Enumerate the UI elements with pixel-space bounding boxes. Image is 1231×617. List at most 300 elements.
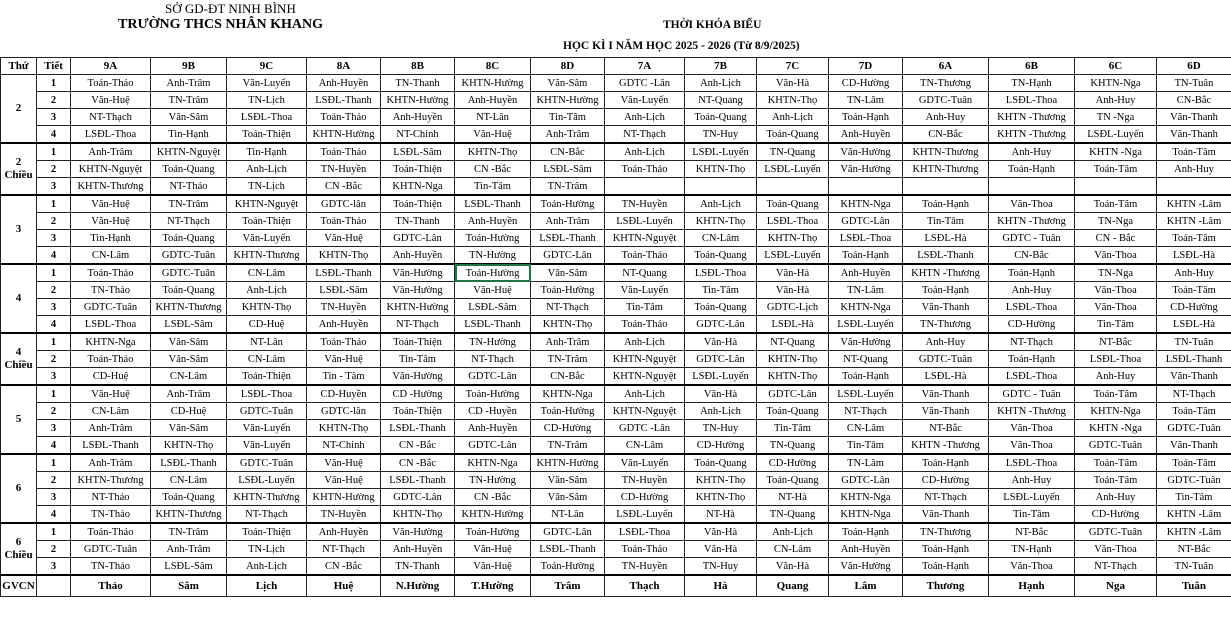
lesson-cell[interactable]: Anh-Trâm xyxy=(531,213,605,230)
lesson-cell[interactable]: KHTN-Hường xyxy=(381,92,455,109)
lesson-cell[interactable]: KHTN-Nga xyxy=(829,299,903,316)
lesson-cell[interactable]: Văn-Hường xyxy=(829,161,903,178)
lesson-cell[interactable]: Anh-Trâm xyxy=(71,420,151,437)
lesson-cell[interactable]: CD-Hường xyxy=(903,472,989,489)
lesson-cell[interactable]: Toán-Thảo xyxy=(605,161,685,178)
lesson-cell[interactable]: Toán-Hường xyxy=(455,385,531,403)
homeroom-teacher[interactable]: Nga xyxy=(1075,575,1157,597)
lesson-cell[interactable]: LSĐL-Luyến xyxy=(757,247,829,265)
lesson-cell[interactable]: KHTN-Thọ xyxy=(455,143,531,161)
lesson-cell[interactable]: Văn-Sâm xyxy=(151,333,227,351)
lesson-cell[interactable]: Tin-Tâm xyxy=(381,351,455,368)
lesson-cell[interactable]: Văn-Hà xyxy=(757,282,829,299)
lesson-cell[interactable]: TN-Trâm xyxy=(531,437,605,455)
class-column-header[interactable]: 6A xyxy=(903,58,989,75)
lesson-cell[interactable]: TN-Lâm xyxy=(829,282,903,299)
lesson-cell[interactable]: TN-Lâm xyxy=(829,454,903,472)
lesson-cell[interactable] xyxy=(685,178,757,196)
lesson-cell[interactable]: Văn-Hà xyxy=(757,264,829,282)
lesson-cell[interactable]: Anh-Trâm xyxy=(151,541,227,558)
lesson-cell[interactable]: NT-Bắc xyxy=(989,523,1075,541)
lesson-cell[interactable]: Toán-Thảo xyxy=(307,143,381,161)
lesson-cell[interactable]: Văn-Hường xyxy=(381,264,455,282)
lesson-cell[interactable]: Toán-Hạnh xyxy=(829,523,903,541)
lesson-cell[interactable]: Văn-Huệ xyxy=(455,282,531,299)
lesson-cell[interactable]: Toán-Thiện xyxy=(381,403,455,420)
homeroom-label[interactable]: GVCN xyxy=(1,575,37,597)
lesson-cell[interactable]: NT-Bắc xyxy=(903,420,989,437)
lesson-cell[interactable]: Tin-Tâm xyxy=(685,282,757,299)
lesson-cell[interactable]: Văn-Luyến xyxy=(227,230,307,247)
lesson-cell[interactable]: Toán-Hạnh xyxy=(829,368,903,386)
lesson-cell[interactable]: GDTC - Tuân xyxy=(989,385,1075,403)
lesson-cell[interactable]: KHTN-Nga xyxy=(1075,75,1157,92)
lesson-cell[interactable]: GDTC-Tuân xyxy=(227,403,307,420)
lesson-cell[interactable]: Anh-Huyền xyxy=(307,523,381,541)
lesson-cell[interactable]: Văn-Hường xyxy=(381,523,455,541)
lesson-cell[interactable]: KHTN-Nga xyxy=(531,385,605,403)
lesson-cell[interactable]: Anh-Lịch xyxy=(227,161,307,178)
lesson-cell[interactable]: KHTN -Lâm xyxy=(1157,506,1231,524)
lesson-cell[interactable]: TN-Trâm xyxy=(151,523,227,541)
lesson-cell[interactable]: Văn-Luyến xyxy=(605,282,685,299)
lesson-cell[interactable]: Toán-Hường xyxy=(531,558,605,576)
lesson-cell[interactable]: LSĐL-Thanh xyxy=(455,195,531,213)
lesson-cell[interactable]: KHTN -Thương xyxy=(903,437,989,455)
homeroom-teacher[interactable]: Hạnh xyxy=(989,575,1075,597)
lesson-cell[interactable]: Văn-Thoa xyxy=(1075,541,1157,558)
lesson-cell[interactable]: Anh-Lịch xyxy=(605,385,685,403)
lesson-cell[interactable] xyxy=(605,178,685,196)
lesson-cell[interactable]: Anh-Huy xyxy=(1075,368,1157,386)
lesson-cell[interactable]: LSĐL-Luyến xyxy=(227,472,307,489)
lesson-cell[interactable]: KHTN -Lâm xyxy=(1157,523,1231,541)
lesson-cell[interactable]: Toán-Hường xyxy=(531,282,605,299)
lesson-cell[interactable]: NT-Thạch xyxy=(989,333,1075,351)
day-label[interactable]: 6 Chiều xyxy=(1,523,37,575)
lesson-cell[interactable]: Văn-Thoa xyxy=(1075,247,1157,265)
lesson-cell[interactable]: LSĐL-Hà xyxy=(757,316,829,334)
lesson-cell[interactable]: Văn-Sâm xyxy=(151,109,227,126)
lesson-cell[interactable]: LSĐL-Luyến xyxy=(989,489,1075,506)
lesson-cell[interactable]: Văn-Sâm xyxy=(531,264,605,282)
lesson-cell[interactable]: Văn-Thanh xyxy=(1157,368,1231,386)
lesson-cell[interactable]: GDTC-lân xyxy=(307,403,381,420)
lesson-cell[interactable]: GDTC-Tuân xyxy=(1157,420,1231,437)
lesson-cell[interactable]: LSĐL-Thanh xyxy=(381,472,455,489)
lesson-cell[interactable]: Tin-Tâm xyxy=(1075,316,1157,334)
lesson-cell[interactable]: Toán-Hường xyxy=(531,403,605,420)
lesson-cell[interactable]: KHTN-Hường xyxy=(307,489,381,506)
lesson-cell[interactable]: NT-Lân xyxy=(227,333,307,351)
lesson-cell[interactable]: TN-Quang xyxy=(757,506,829,524)
period-number[interactable]: 1 xyxy=(37,333,71,351)
lesson-cell[interactable]: TN-Huyền xyxy=(307,506,381,524)
lesson-cell[interactable]: KHTN-Thọ xyxy=(685,472,757,489)
lesson-cell[interactable]: Tin-Tâm xyxy=(605,299,685,316)
lesson-cell[interactable]: TN-Thanh xyxy=(381,558,455,576)
period-number[interactable]: 1 xyxy=(37,264,71,282)
lesson-cell[interactable]: KHTN -Lâm xyxy=(1157,213,1231,230)
lesson-cell[interactable]: KHTN-Nguyệt xyxy=(605,368,685,386)
lesson-cell[interactable]: KHTN-Thọ xyxy=(307,420,381,437)
lesson-cell[interactable]: Văn-Thanh xyxy=(903,506,989,524)
lesson-cell[interactable]: CN -Bắc xyxy=(307,178,381,196)
lesson-cell[interactable]: Toán-Hạnh xyxy=(903,541,989,558)
lesson-cell[interactable]: Toán-Hạnh xyxy=(903,282,989,299)
lesson-cell[interactable]: NT-Quang xyxy=(757,333,829,351)
lesson-cell[interactable]: LSĐL-Thoa xyxy=(989,299,1075,316)
lesson-cell[interactable]: KHTN-Thương xyxy=(903,143,989,161)
lesson-cell[interactable]: Văn-Huệ xyxy=(71,195,151,213)
lesson-cell[interactable]: Toán-Tâm xyxy=(1157,454,1231,472)
lesson-cell[interactable]: CD-Huệ xyxy=(227,316,307,334)
period-number[interactable]: 4 xyxy=(37,437,71,455)
period-number[interactable]: 2 xyxy=(37,282,71,299)
lesson-cell[interactable]: Anh-Huy xyxy=(989,143,1075,161)
lesson-cell[interactable]: NT-Hà xyxy=(757,489,829,506)
lesson-cell[interactable]: CN -Bắc xyxy=(381,454,455,472)
lesson-cell[interactable]: KHTN -Lâm xyxy=(1157,195,1231,213)
class-column-header[interactable]: 7C xyxy=(757,58,829,75)
lesson-cell[interactable]: Anh-Huy xyxy=(1075,92,1157,109)
lesson-cell[interactable]: Toán-Hạnh xyxy=(989,351,1075,368)
period-number[interactable]: 1 xyxy=(37,143,71,161)
lesson-cell[interactable]: LSĐL-Hà xyxy=(903,230,989,247)
lesson-cell[interactable]: KHTN-Thương xyxy=(71,178,151,196)
lesson-cell[interactable]: KHTN-Nguyệt xyxy=(605,403,685,420)
lesson-cell[interactable]: Anh-Lịch xyxy=(685,75,757,92)
period-number[interactable]: 2 xyxy=(37,161,71,178)
period-number[interactable]: 3 xyxy=(37,368,71,386)
lesson-cell[interactable]: GDTC-Tuân xyxy=(71,541,151,558)
lesson-cell[interactable]: CD-Huệ xyxy=(71,368,151,386)
class-column-header[interactable]: 9A xyxy=(71,58,151,75)
lesson-cell[interactable]: Toán-Thiện xyxy=(381,161,455,178)
class-column-header[interactable]: 6C xyxy=(1075,58,1157,75)
lesson-cell[interactable]: TN-Thanh xyxy=(381,213,455,230)
lesson-cell[interactable]: GDTC-Tuân xyxy=(1075,437,1157,455)
lesson-cell[interactable]: Văn-Hà xyxy=(757,558,829,576)
lesson-cell[interactable]: LSĐL-Thoa xyxy=(1075,351,1157,368)
lesson-cell[interactable]: Toán-Thảo xyxy=(71,351,151,368)
lesson-cell[interactable]: Toán-Tâm xyxy=(1075,454,1157,472)
lesson-cell[interactable]: Toán-Quang xyxy=(757,126,829,144)
lesson-cell[interactable]: Văn-Thanh xyxy=(903,299,989,316)
lesson-cell[interactable]: LSĐL-Thanh xyxy=(151,454,227,472)
lesson-cell[interactable]: NT-Thạch xyxy=(903,489,989,506)
lesson-cell[interactable]: KHTN-Nga xyxy=(829,489,903,506)
period-number[interactable]: 3 xyxy=(37,489,71,506)
lesson-cell[interactable]: GDTC-Tuân xyxy=(151,264,227,282)
lesson-cell[interactable]: TN-Thảo xyxy=(71,558,151,576)
lesson-cell[interactable]: Văn-Sâm xyxy=(151,351,227,368)
lesson-cell[interactable]: LSĐL-Luyến xyxy=(829,316,903,334)
lesson-cell[interactable]: KHTN-Nguyệt xyxy=(605,230,685,247)
lesson-cell[interactable]: Văn-Thoa xyxy=(989,437,1075,455)
lesson-cell[interactable]: KHTN-Thương xyxy=(227,489,307,506)
homeroom-teacher[interactable]: Tuân xyxy=(1157,575,1231,597)
day-label[interactable]: 6 xyxy=(1,454,37,523)
lesson-cell[interactable]: Anh-Huy xyxy=(989,282,1075,299)
lesson-cell[interactable]: Toán-Thảo xyxy=(71,75,151,92)
lesson-cell[interactable]: LSĐL-Luyến xyxy=(757,161,829,178)
day-label[interactable]: 2 Chiều xyxy=(1,143,37,195)
lesson-cell[interactable]: Văn-Thanh xyxy=(1157,126,1231,144)
lesson-cell[interactable]: GDTC-Lân xyxy=(685,316,757,334)
lesson-cell[interactable]: Văn-Hà xyxy=(685,541,757,558)
lesson-cell[interactable]: LSĐL-Luyến xyxy=(605,506,685,524)
lesson-cell[interactable]: GDTC-Lân xyxy=(455,368,531,386)
lesson-cell[interactable]: Văn-Huệ xyxy=(307,472,381,489)
lesson-cell[interactable]: KHTN-Nga xyxy=(1075,403,1157,420)
lesson-cell[interactable]: Văn-Huệ xyxy=(307,351,381,368)
lesson-cell[interactable]: KHTN-Thọ xyxy=(381,506,455,524)
period-number[interactable]: 2 xyxy=(37,541,71,558)
lesson-cell[interactable]: NT-Thạch xyxy=(605,126,685,144)
lesson-cell[interactable]: LSĐL-Thoa xyxy=(829,230,903,247)
lesson-cell[interactable]: LSĐL-Luyến xyxy=(1075,126,1157,144)
lesson-cell[interactable]: KHTN-Thọ xyxy=(685,161,757,178)
lesson-cell[interactable]: TN-Trâm xyxy=(531,178,605,196)
lesson-cell[interactable]: Văn-Huệ xyxy=(71,213,151,230)
lesson-cell[interactable]: Tin-Tâm xyxy=(757,420,829,437)
lesson-cell[interactable]: TN-Trâm xyxy=(531,351,605,368)
homeroom-teacher[interactable]: Sâm xyxy=(151,575,227,597)
lesson-cell[interactable]: KHTN-Thương xyxy=(151,299,227,316)
lesson-cell[interactable]: TN-Hạnh xyxy=(989,541,1075,558)
lesson-cell[interactable]: Toán-Hạnh xyxy=(989,161,1075,178)
lesson-cell[interactable]: LSĐL-Thoa xyxy=(685,264,757,282)
lesson-cell[interactable]: Văn-Thanh xyxy=(903,385,989,403)
class-column-header[interactable]: 8B xyxy=(381,58,455,75)
lesson-cell[interactable]: KHTN -Nga xyxy=(1075,420,1157,437)
lesson-cell[interactable]: Anh-Huy xyxy=(1157,264,1231,282)
lesson-cell[interactable]: Anh-Huyền xyxy=(307,75,381,92)
lesson-cell[interactable]: Văn-Thanh xyxy=(903,403,989,420)
lesson-cell[interactable]: Toán-Thiện xyxy=(381,195,455,213)
lesson-cell[interactable]: TN-Hạnh xyxy=(989,75,1075,92)
lesson-cell[interactable]: KHTN-Thọ xyxy=(531,316,605,334)
lesson-cell[interactable]: KHTN-Nguyệt xyxy=(227,195,307,213)
lesson-cell[interactable]: GDTC-Lân xyxy=(381,230,455,247)
day-label[interactable]: 4 Chiều xyxy=(1,333,37,385)
lesson-cell[interactable]: Toán-Thiện xyxy=(381,333,455,351)
lesson-cell[interactable]: Văn-Luyến xyxy=(227,75,307,92)
lesson-cell[interactable]: CN -Bắc xyxy=(455,161,531,178)
homeroom-teacher[interactable]: N.Hường xyxy=(381,575,455,597)
class-column-header[interactable]: 6D xyxy=(1157,58,1231,75)
lesson-cell[interactable]: KHTN -Nga xyxy=(1075,143,1157,161)
class-column-header[interactable]: 6B xyxy=(989,58,1075,75)
class-column-header[interactable]: 8C xyxy=(455,58,531,75)
homeroom-teacher[interactable]: Quang xyxy=(757,575,829,597)
lesson-cell[interactable]: TN-Huyền xyxy=(605,195,685,213)
lesson-cell[interactable]: CN-Lâm xyxy=(605,437,685,455)
lesson-cell[interactable]: Anh-Trâm xyxy=(531,126,605,144)
class-column-header[interactable]: 9C xyxy=(227,58,307,75)
lesson-cell[interactable]: TN-Huyền xyxy=(307,161,381,178)
lesson-cell[interactable]: Văn-Hường xyxy=(829,333,903,351)
lesson-cell[interactable]: GDTC-Tuân xyxy=(151,247,227,265)
lesson-cell[interactable]: Văn-Thanh xyxy=(1157,109,1231,126)
lesson-cell[interactable]: NT-Thảo xyxy=(71,489,151,506)
lesson-cell[interactable]: NT-Thạch xyxy=(829,403,903,420)
lesson-cell[interactable]: LSĐL-Thanh xyxy=(903,247,989,265)
lesson-cell[interactable]: Anh-Lịch xyxy=(757,523,829,541)
lesson-cell[interactable]: Toán-Thảo xyxy=(307,213,381,230)
lesson-cell[interactable]: Anh-Huyền xyxy=(455,213,531,230)
lesson-cell[interactable]: TN-Huyền xyxy=(307,299,381,316)
lesson-cell[interactable]: NT-Quang xyxy=(605,264,685,282)
lesson-cell[interactable]: GDTC-Lân xyxy=(829,213,903,230)
lesson-cell[interactable]: LSĐL-Hà xyxy=(1157,247,1231,265)
lesson-cell[interactable]: KHTN-Thọ xyxy=(151,437,227,455)
day-column-header[interactable]: Thứ xyxy=(1,58,37,75)
lesson-cell[interactable]: CN-Bắc xyxy=(531,143,605,161)
day-label[interactable]: 5 xyxy=(1,385,37,454)
lesson-cell[interactable]: LSĐL-Thanh xyxy=(381,420,455,437)
lesson-cell[interactable]: GDTC-Tuân xyxy=(1075,523,1157,541)
lesson-cell[interactable]: Anh-Huyền xyxy=(381,247,455,265)
lesson-cell[interactable]: CN-Lâm xyxy=(71,403,151,420)
lesson-cell[interactable]: Văn-Hường xyxy=(381,282,455,299)
period-number[interactable]: 3 xyxy=(37,558,71,576)
lesson-cell[interactable]: Toán-Quang xyxy=(757,403,829,420)
lesson-cell[interactable]: Tin-Tâm xyxy=(903,213,989,230)
lesson-cell[interactable] xyxy=(989,178,1075,196)
period-number[interactable]: 4 xyxy=(37,506,71,524)
lesson-cell[interactable]: LSĐL-Thanh xyxy=(455,316,531,334)
lesson-cell[interactable]: Tin-Hạnh xyxy=(227,143,307,161)
lesson-cell[interactable]: KHTN-Thọ xyxy=(227,299,307,316)
class-column-header[interactable]: 8A xyxy=(307,58,381,75)
lesson-cell[interactable]: KHTN-Thọ xyxy=(757,230,829,247)
period-number[interactable]: 2 xyxy=(37,351,71,368)
period-number[interactable]: 1 xyxy=(37,195,71,213)
lesson-cell[interactable]: Toán-Thảo xyxy=(605,316,685,334)
lesson-cell[interactable]: CN-Lâm xyxy=(757,541,829,558)
lesson-cell[interactable]: CD-Hường xyxy=(531,420,605,437)
lesson-cell[interactable]: Văn-Thanh xyxy=(1157,437,1231,455)
lesson-cell[interactable]: Anh-Lịch xyxy=(605,143,685,161)
lesson-cell[interactable]: GDTC - Tuân xyxy=(989,230,1075,247)
lesson-cell[interactable]: Toán-Tâm xyxy=(1157,403,1231,420)
lesson-cell[interactable]: NT-Thạch xyxy=(151,213,227,230)
lesson-cell[interactable]: NT-Quang xyxy=(685,92,757,109)
lesson-cell[interactable]: CD -Hường xyxy=(381,385,455,403)
lesson-cell[interactable]: KHTN-Thọ xyxy=(757,92,829,109)
lesson-cell[interactable]: CN -Bắc xyxy=(307,558,381,576)
lesson-cell[interactable]: Văn-Luyến xyxy=(227,420,307,437)
lesson-cell[interactable]: LSĐL-Thoa xyxy=(989,368,1075,386)
class-column-header[interactable]: 7B xyxy=(685,58,757,75)
lesson-cell[interactable]: Văn-Luyến xyxy=(605,92,685,109)
lesson-cell[interactable]: CD-Hường xyxy=(829,75,903,92)
lesson-cell[interactable]: LSĐL-Thanh xyxy=(307,92,381,109)
lesson-cell[interactable]: Toán-Quang xyxy=(685,247,757,265)
day-label[interactable]: 3 xyxy=(1,195,37,264)
lesson-cell[interactable]: Toán-Hường xyxy=(455,264,531,282)
lesson-cell[interactable]: KHTN-Hường xyxy=(531,454,605,472)
lesson-cell[interactable]: Anh-Huy xyxy=(903,333,989,351)
lesson-cell[interactable]: Toán-Quang xyxy=(151,489,227,506)
lesson-cell[interactable]: LSĐL-Thanh xyxy=(531,230,605,247)
day-label[interactable]: 4 xyxy=(1,264,37,333)
lesson-cell[interactable]: TN-Hường xyxy=(455,247,531,265)
lesson-cell[interactable]: Anh-Lịch xyxy=(227,558,307,576)
lesson-cell[interactable]: Văn-Thoa xyxy=(1075,282,1157,299)
lesson-cell[interactable]: GDTC-Lân xyxy=(531,523,605,541)
lesson-cell[interactable]: NT-Lân xyxy=(531,506,605,524)
lesson-cell[interactable]: LSĐL-Thanh xyxy=(71,437,151,455)
lesson-cell[interactable]: NT-Thạch xyxy=(381,316,455,334)
period-number[interactable]: 2 xyxy=(37,472,71,489)
lesson-cell[interactable]: CN -Bắc xyxy=(381,437,455,455)
period-number[interactable]: 1 xyxy=(37,385,71,403)
lesson-cell[interactable]: KHTN-Nga xyxy=(381,178,455,196)
lesson-cell[interactable]: TN-Lịch xyxy=(227,541,307,558)
lesson-cell[interactable]: Văn-Huệ xyxy=(455,126,531,144)
lesson-cell[interactable]: TN-Thương xyxy=(903,316,989,334)
lesson-cell[interactable]: Văn-Hà xyxy=(757,75,829,92)
lesson-cell[interactable]: Tin-Tâm xyxy=(531,109,605,126)
lesson-cell[interactable]: Anh-Huyền xyxy=(381,109,455,126)
lesson-cell[interactable]: Văn-Thoa xyxy=(1075,299,1157,316)
period-column-header[interactable]: Tiết xyxy=(37,58,71,75)
lesson-cell[interactable]: Toán-Quang xyxy=(757,195,829,213)
lesson-cell[interactable]: Toán-Thảo xyxy=(605,541,685,558)
lesson-cell[interactable]: KHTN-Nguyệt xyxy=(605,351,685,368)
lesson-cell[interactable]: Toán-Tâm xyxy=(1157,143,1231,161)
lesson-cell[interactable]: CN-Bắc xyxy=(989,247,1075,265)
lesson-cell[interactable]: LSĐL-Luyến xyxy=(685,143,757,161)
lesson-cell[interactable]: Anh-Huyền xyxy=(829,126,903,144)
lesson-cell[interactable]: KHTN-Nga xyxy=(829,195,903,213)
lesson-cell[interactable]: LSĐL-Thoa xyxy=(227,109,307,126)
lesson-cell[interactable]: GDTC-Tuân xyxy=(1157,472,1231,489)
lesson-cell[interactable]: NT-Thạch xyxy=(531,299,605,316)
lesson-cell[interactable]: LSĐL-Sâm xyxy=(381,143,455,161)
lesson-cell[interactable]: Văn-Huệ xyxy=(307,454,381,472)
period-number[interactable]: 4 xyxy=(37,247,71,265)
lesson-cell[interactable] xyxy=(1157,178,1231,196)
lesson-cell[interactable]: Toán-Hường xyxy=(531,195,605,213)
lesson-cell[interactable]: Anh-Lịch xyxy=(605,333,685,351)
lesson-cell[interactable]: NT-Thạch xyxy=(1157,385,1231,403)
lesson-cell[interactable]: Văn-Sâm xyxy=(531,75,605,92)
period-number[interactable]: 3 xyxy=(37,109,71,126)
lesson-cell[interactable]: Văn-Hường xyxy=(829,143,903,161)
lesson-cell[interactable]: Toán-Hạnh xyxy=(903,195,989,213)
lesson-cell[interactable]: TN-Hường xyxy=(455,333,531,351)
lesson-cell[interactable]: Văn-Luyến xyxy=(227,437,307,455)
lesson-cell[interactable]: TN-Tuân xyxy=(1157,75,1231,92)
lesson-cell[interactable]: LSĐL-Sâm xyxy=(455,299,531,316)
class-column-header[interactable]: 8D xyxy=(531,58,605,75)
lesson-cell[interactable]: Văn-Huệ xyxy=(455,541,531,558)
lesson-cell[interactable]: CN-Lâm xyxy=(151,368,227,386)
lesson-cell[interactable]: Toán-Tâm xyxy=(1075,472,1157,489)
lesson-cell[interactable]: KHTN-Thọ xyxy=(307,247,381,265)
lesson-cell[interactable]: TN-Lịch xyxy=(227,178,307,196)
lesson-cell[interactable]: LSĐL-Hà xyxy=(1157,316,1231,334)
homeroom-teacher[interactable]: Huệ xyxy=(307,575,381,597)
lesson-cell[interactable]: Toán-Quang xyxy=(685,454,757,472)
lesson-cell[interactable]: TN-Thanh xyxy=(381,75,455,92)
lesson-cell[interactable]: Toán-Hường xyxy=(455,230,531,247)
lesson-cell[interactable]: GDTC-Lân xyxy=(685,351,757,368)
